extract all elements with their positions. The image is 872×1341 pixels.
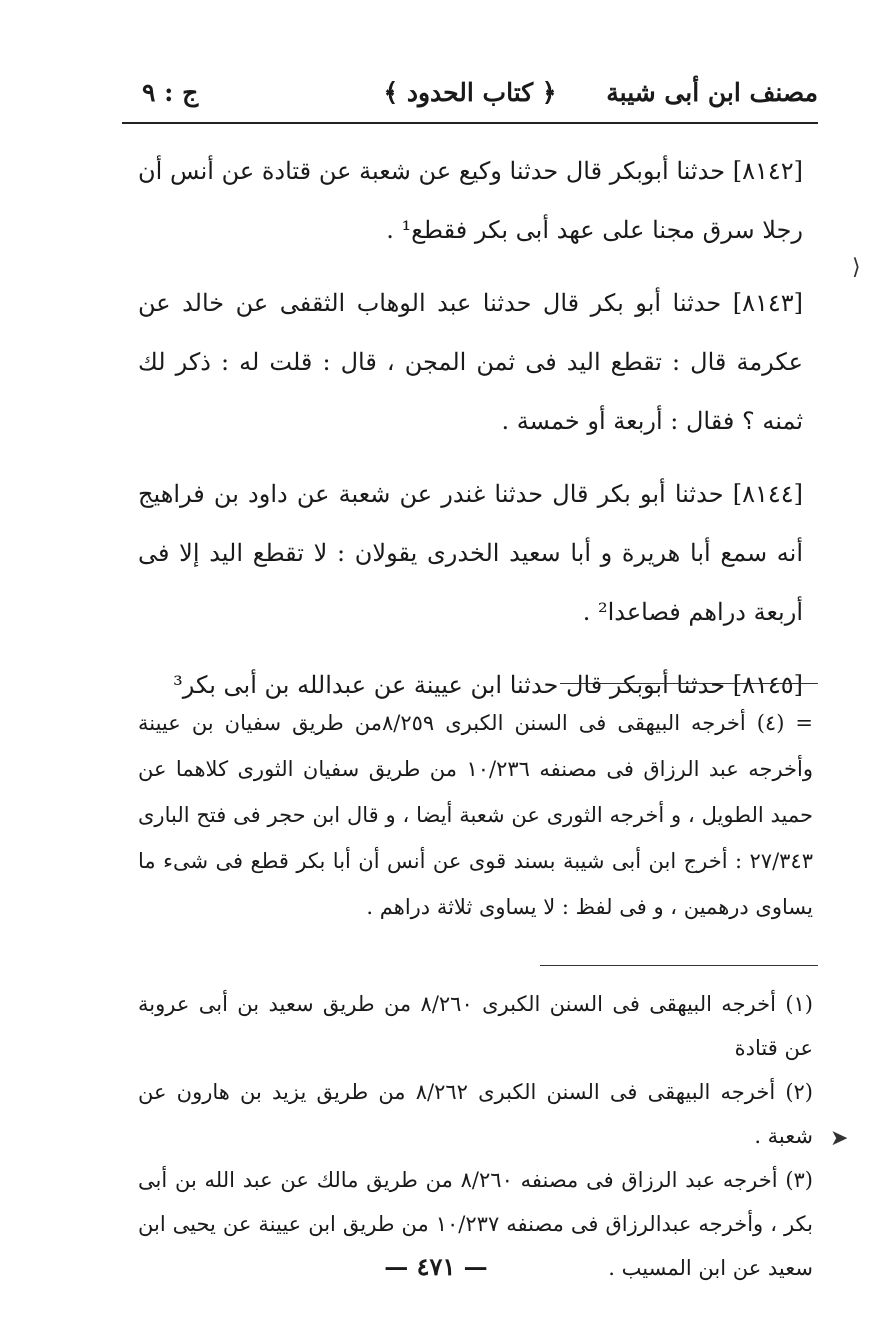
footnote-1: (١) أخرجه البيهقى فى السنن الكبرى ٨/٢٦٠ من طريق سعيد بن أبى عروبة عن قتادة — [138, 992, 813, 1060]
hadith-8143: [٨١٤٣] حدثنا أبو بكر قال حدثنا عبد الوهاب الثقفى عن خالد عن عكرمة قال : تقطع اليد فى ثمن المجن ، قال : قلت له : ذكر لك ثمنه ؟ فقال : أربعة أو خمسة . — [138, 289, 803, 435]
page-header — [122, 72, 818, 122]
footnote-separator — [560, 683, 818, 684]
chapter-title: ﴿ كتاب الحدود ﴾ — [383, 78, 557, 107]
footnote-2: (٢) أخرجه البيهقى فى السنن الكبرى ٨/٢٦٢ من طريق يزيد بن هارون عن شعبة . — [138, 1080, 813, 1148]
continued-footnote-block — [138, 700, 813, 930]
hadith-8144: [٨١٤٤] حدثنا أبو بكر قال حدثنا غندر عن شعبة عن داود بن فراهيج أنه سمع أبا هريرة و أبا سعيد الخدرى يقولان : لا تقطع اليد إلا فى أربعة دراهم فصاعدا² . — [138, 480, 803, 626]
footnote-3: (٣) أخرجه عبد الرزاق فى مصنفه ٨/٢٦٠ من طريق مالك عن عبد الله بن أبى بكر ، وأخرجه عبدالرزاق فى مصنفه ١٠/٢٣٧ من طريق ابن عيينة عن يحيى ابن سعيد عن ابن المسيب . — [138, 1168, 813, 1280]
continued-footnote: = (٤) أخرجه البيهقى فى السنن الكبرى ٨/٢٥٩من طريق سفيان بن عيينة وأخرجه عبد الرزاق فى مصنفه ١٠/٢٣٦ من طريق سفيان الثورى كلاهما عن حميد الطويل ، و أخرجه الثورى عن شعبة أيضا ، و قال ابن حجر فى فتح البارى ٢٧/٣٤٣ : أخرج ابن أبى شيبة بسند قوى عن أنس أن أبا بكر قطع فى شىء ما يساوى درهمين ، و فى لفظ : لا يساوى ثلاثة دراهم . — [138, 711, 813, 919]
header-rule — [122, 122, 818, 124]
footnote-separator-2 — [540, 965, 818, 966]
footnotes-block — [138, 982, 813, 1290]
hadith-8145: [٨١٤٥] حدثنا أبوبكر قال حدثنا ابن عيينة عن عبدالله بن أبى بكر³ — [173, 671, 803, 699]
page-number: — ٤٧١ — — [384, 1252, 488, 1281]
margin-mark-icon: ⟩ — [852, 255, 861, 280]
margin-mark-icon: ➤ — [830, 1126, 849, 1151]
book-title: مصنف ابن أبى شيبة — [606, 78, 818, 107]
hadith-8142: [٨١٤٢] حدثنا أبوبكر قال حدثنا وكيع عن شعبة عن قتادة عن أنس أن رجلا سرق مجنا على عهد أبى بكر فقطع¹ . — [138, 157, 803, 244]
main-text — [138, 142, 803, 729]
volume-label: ج : ٩ — [142, 78, 199, 107]
